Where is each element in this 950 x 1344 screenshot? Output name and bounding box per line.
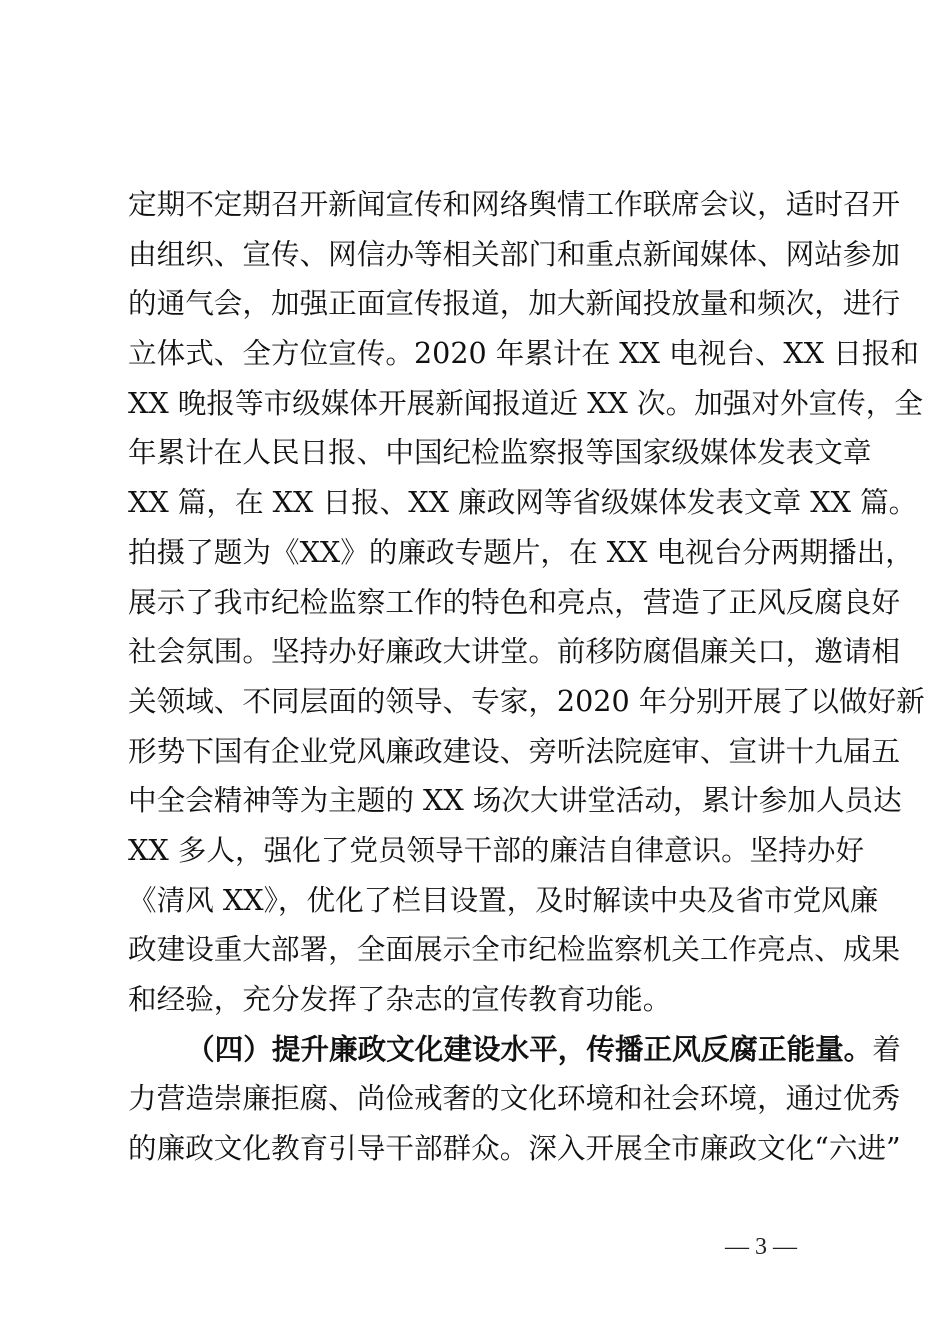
text-line: XX 晚报等市级媒体开展新闻报道近 XX 次。加强对外宣传，全 <box>128 385 923 420</box>
text-line: 定期不定期召开新闻宣传和网络舆情工作联席会议，适时召开 <box>128 187 901 221</box>
text-line: 《清风 XX》，优化了栏目设置，及时解读中央及省市党风廉 <box>128 882 879 917</box>
paragraph-media-publicity <box>128 180 925 1025</box>
text-line: 政建设重大部署，全面展示全市纪检监察机关工作亮点、成果 <box>128 932 901 967</box>
heading-tail-text: 着 <box>872 1031 901 1066</box>
text-line: 中全会精神等为主题的 XX 场次大讲堂活动，累计参加人员达 <box>128 783 902 818</box>
text-line: 的通气会，加强正面宣传报道，加大新闻投放量和频次，进行 <box>128 286 901 321</box>
text-line: XX 篇，在 XX 日报、XX 廉政网等省级媒体发表文章 XX 篇。 <box>128 485 918 520</box>
text-line: 社会氛围。坚持办好廉政大讲堂。前移防腐倡廉关口，邀请相 <box>128 634 901 669</box>
text-line: 关领域、不同层面的领导、专家，2020 年分别开展了以做好新 <box>128 683 925 718</box>
page-number: — 3 — <box>725 1234 797 1260</box>
text-line: 年累计在人民日报、中国纪检监察报等国家级媒体发表文章 <box>128 435 872 470</box>
text-line: 的廉政文化教育引导干部群众。深入开展全市廉政文化“六进” <box>128 1131 901 1166</box>
text-line: XX 多人，强化了党员领导干部的廉洁自律意识。坚持办好 <box>128 832 865 867</box>
paragraph-section-four <box>128 1025 901 1174</box>
document-page <box>128 180 925 1174</box>
section-heading: （四）提升廉政文化建设水平，传播正风反腐正能量。 <box>186 1031 873 1066</box>
section-heading-line <box>128 1025 901 1075</box>
text-line: 形势下国有企业党风廉政建设、旁听法院庭审、宣讲十九届五 <box>128 733 901 768</box>
text-line: 由组织、宣传、网信办等相关部门和重点新闻媒体、网站参加 <box>128 236 901 271</box>
text-line: 立体式、全方位宣传。2020 年累计在 XX 电视台、XX 日报和 <box>128 336 920 371</box>
text-line: 展示了我市纪检监察工作的特色和亮点，营造了正风反腐良好 <box>128 584 901 619</box>
text-line: 和经验，充分发挥了杂志的宣传教育功能。 <box>128 982 672 1016</box>
text-line: 拍摄了题为《XX》的廉政专题片，在 XX 电视台分两期播出， <box>128 534 914 569</box>
text-line: 力营造崇廉拒腐、尚俭戒奢的文化环境和社会环境，通过优秀 <box>128 1081 901 1116</box>
